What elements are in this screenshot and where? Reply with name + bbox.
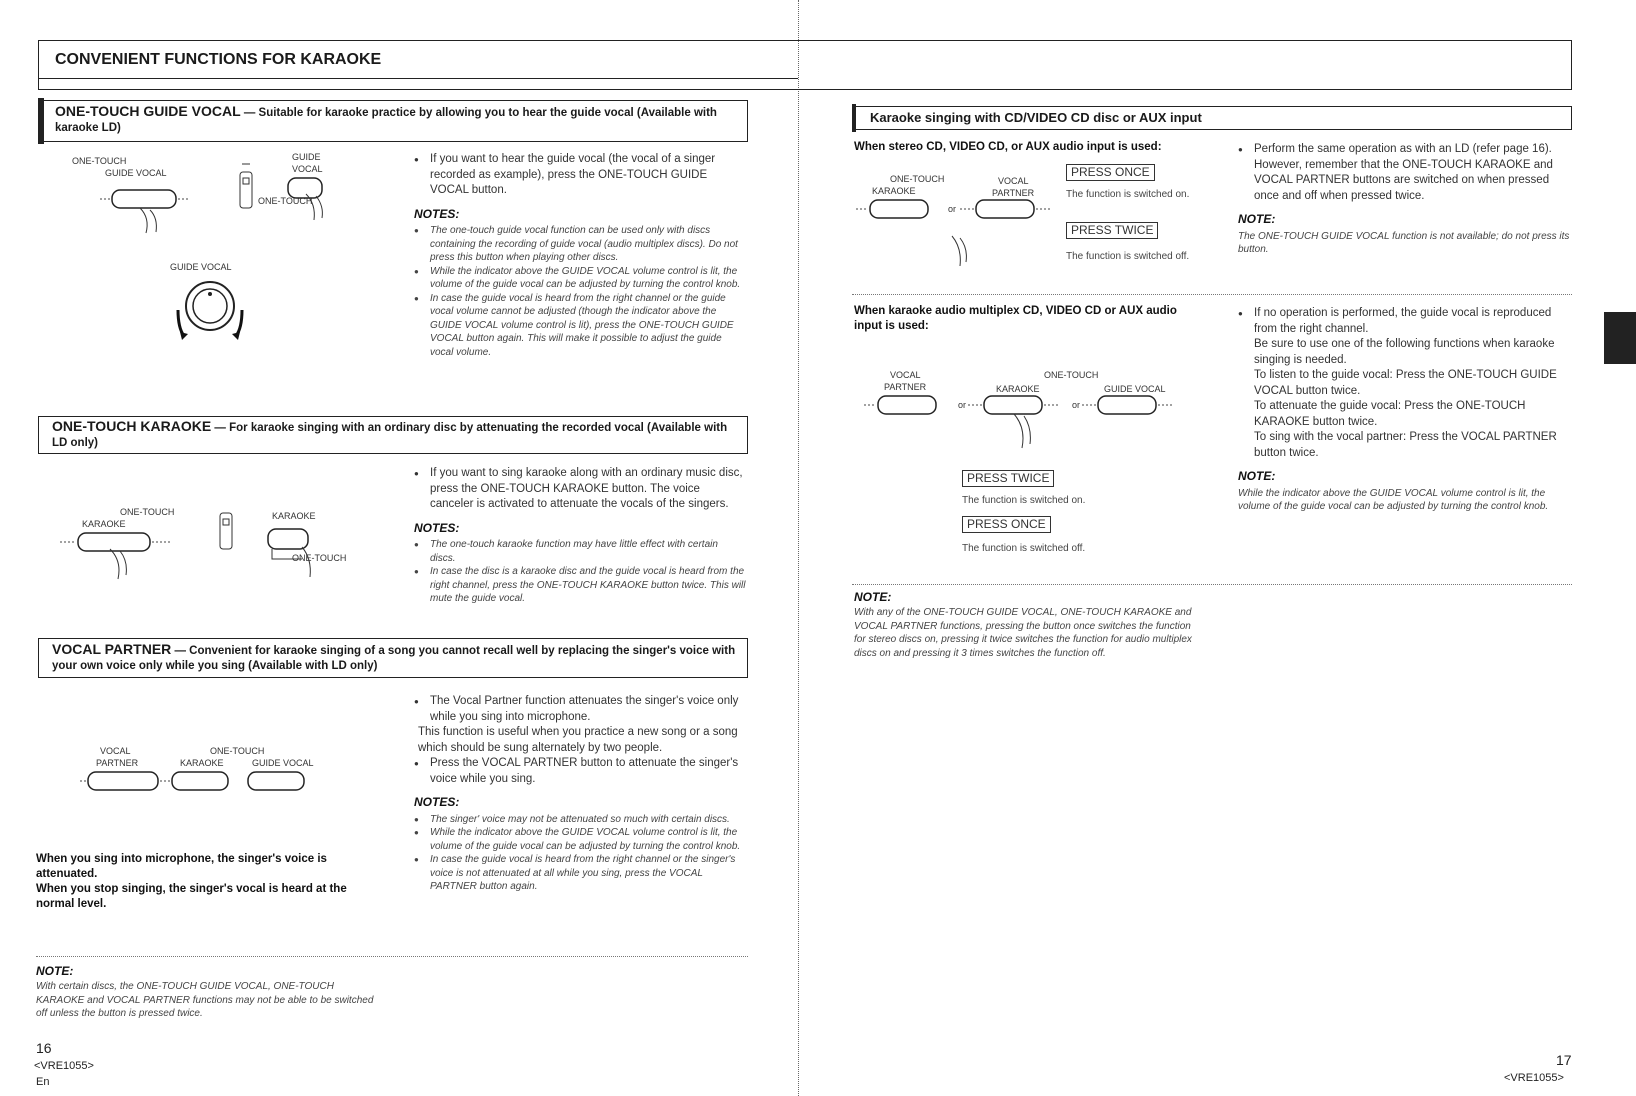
remote-icon — [238, 162, 254, 210]
multiplex-press-once: PRESS ONCE — [962, 516, 1051, 533]
left-bottom-divider — [36, 956, 748, 957]
sec2-remote-icon — [218, 503, 234, 551]
stereo-heading: When stereo CD, VIDEO CD, or AUX audio input is used: — [854, 141, 1162, 153]
left-bottom-note — [36, 964, 376, 1021]
left-page-code: <VRE1055> — [34, 1060, 94, 1072]
right-sec-title-bar — [852, 104, 856, 132]
sec2-bullet: ● If you want to sing karaoke along with an ordinary music disc, press the ONE-TOUCH KARAOKE button. The voice canceler is activated to attenuate the vocals of the singers. — [414, 466, 746, 513]
sec1-text-column — [414, 152, 746, 359]
multiplex-lbl-or-2: or — [1072, 400, 1081, 410]
sec2-diagram — [60, 495, 390, 585]
sec3-title — [52, 642, 742, 674]
sec1-note-1: ● The one-touch guide vocal function can be used only with discs containing the recording of guide vocal (audio multiplex discs). Do not press this button when playing other discs. — [414, 224, 746, 265]
sec3-statement-1: When you sing into microphone, the singer's voice is attenuated. — [36, 853, 327, 880]
stereo-lbl-vocal: VOCAL — [998, 176, 1029, 186]
sec2-text-column — [414, 466, 746, 606]
sec1-lbl-indicator: GUIDE VOCAL — [170, 262, 232, 272]
right-divider-2 — [852, 584, 1572, 585]
stereo-text-column — [1238, 142, 1572, 257]
sec3-lbl-guide-vocal: GUIDE VOCAL — [252, 758, 314, 768]
stereo-off-text: The function is switched off. — [1066, 251, 1190, 262]
sec3-diagram — [80, 740, 380, 810]
sec3-title-main: VOCAL PARTNER — [52, 641, 172, 657]
sec3-lbl-karaoke: KARAOKE — [180, 758, 224, 768]
stereo-buttons-icon — [856, 196, 1066, 276]
left-bottom-note-title: NOTE: — [36, 964, 74, 978]
stereo-lbl-partner: PARTNER — [992, 188, 1035, 198]
sec2-lbl-one-touch-remote: ONE-TOUCH — [292, 553, 347, 563]
stereo-lbl-one-touch: ONE-TOUCH — [890, 174, 945, 184]
multiplex-line-3: To attenuate the guide vocal: Press the ONE-TOUCH KARAOKE button twice. — [1254, 400, 1526, 428]
sec1-title-main: ONE-TOUCH GUIDE VOCAL — [55, 103, 241, 119]
sec1-subtitle: — Suitable for karaoke practice by allowing you to hear the guide vocal (Available with karaoke LD) — [55, 107, 717, 134]
multiplex-lbl-vocal: VOCAL — [890, 370, 921, 380]
stereo-press-once: PRESS ONCE — [1066, 164, 1155, 181]
multiplex-note: While the indicator above the GUIDE VOCAL volume control is lit, the volume of the guide vocal can be adjusted by turning the control knob. — [1238, 487, 1549, 512]
multiplex-bullet: ● If no operation is performed, the guide vocal is reproduced from the right channel. — [1238, 306, 1572, 337]
sec2-note-1: ● The one-touch karaoke function may have little effect with certain discs. — [414, 538, 746, 565]
right-page-number: 17 — [1556, 1052, 1572, 1068]
sec1-note-2: ● While the indicator above the GUIDE VOCAL volume control is lit, the volume of the guide vocal can be adjusted by turning the control knob. — [414, 265, 746, 292]
multiplex-line-2: To listen to the guide vocal: Press the ONE-TOUCH GUIDE VOCAL button twice. — [1254, 369, 1557, 397]
multiplex-lbl-or-1: or — [958, 400, 967, 410]
sec3-bullet-1: ● The Vocal Partner function attenuates the singer's voice only while you sing into microphone. — [414, 694, 746, 725]
sec1-lbl-one-touch-remote: ONE-TOUCH — [258, 196, 313, 206]
right-bottom-note-text: With any of the ONE-TOUCH GUIDE VOCAL, ONE-TOUCH KARAOKE and VOCAL PARTNER functions, pressing the button once switches the function for stereo discs on, pressing it twice switches the function for audio multiplex discs on and pressing it 3 times switches the function off. — [854, 607, 1192, 659]
sec2-lbl-one-touch: ONE-TOUCH — [120, 507, 175, 517]
multiplex-line-4: To sing with the vocal partner: Press the VOCAL PARTNER button twice. — [1254, 431, 1557, 459]
sec2-title-main: ONE-TOUCH KARAOKE — [52, 418, 212, 434]
multiplex-diagram — [872, 370, 1192, 460]
right-bottom-note — [854, 590, 1194, 660]
stereo-press-twice: PRESS TWICE — [1066, 222, 1158, 239]
sec1-lbl-guide: GUIDE — [292, 152, 321, 162]
multiplex-note-title: NOTE: — [1238, 469, 1276, 483]
stereo-on-text: The function is switched on. — [1066, 189, 1190, 200]
sec1-lbl-guide-vocal: GUIDE VOCAL — [105, 168, 167, 178]
sec1-bullet: ● If you want to hear the guide vocal (the vocal of a singer recorded as example), press the ONE-TOUCH GUIDE VOCAL button. — [414, 152, 746, 199]
right-divider-1 — [852, 294, 1572, 295]
stereo-diagram — [866, 168, 1066, 278]
multiplex-lbl-guide-vocal: GUIDE VOCAL — [1104, 384, 1166, 394]
stereo-note: The ONE-TOUCH GUIDE VOCAL function is not available; do not press its button. — [1238, 230, 1570, 255]
stereo-lbl-or: or — [948, 204, 957, 214]
stereo-lbl-karaoke: KARAOKE — [872, 186, 916, 196]
sec3-text-column — [414, 694, 746, 894]
sec3-bullet-3: ● Press the VOCAL PARTNER button to attenuate the singer's voice while you sing. — [414, 756, 746, 787]
left-page-number: 16 — [36, 1040, 52, 1056]
right-bottom-note-title: NOTE: — [854, 590, 892, 604]
sec1-title-bar — [38, 98, 44, 144]
sec1-note-3: ● In case the guide vocal is heard from the right channel or the guide vocal volume cannot be adjusted (though the indicator above the GUIDE VOCAL volume control is lit), press the ONE-TOUCH GUIDE VOCAL button again. This will make it possible to adjust the guide vocal volume. — [414, 292, 746, 360]
sec3-statement-2: When you stop singing, the singer's vocal is heard at the normal level. — [36, 883, 347, 910]
stereo-note-title: NOTE: — [1238, 212, 1276, 226]
sec2-note-2: ● In case the disc is a karaoke disc and the guide vocal is heard from the right channel, press the ONE-TOUCH KARAOKE button twice. This will mute the guide vocal. — [414, 565, 746, 606]
multiplex-lbl-karaoke: KARAOKE — [996, 384, 1040, 394]
sec1-lbl-one-touch: ONE-TOUCH — [72, 156, 127, 166]
sec3-lbl-vocal: VOCAL — [100, 746, 131, 756]
left-page-lang: En — [36, 1076, 50, 1088]
sec3-statements — [36, 852, 366, 912]
sec2-lbl-karaoke-remote: KARAOKE — [272, 511, 316, 521]
page-title: CONVENIENT FUNCTIONS FOR KARAOKE — [55, 51, 382, 68]
sec1-diagram — [60, 150, 400, 390]
sec3-lbl-partner: PARTNER — [96, 758, 139, 768]
multiplex-press-twice: PRESS TWICE — [962, 470, 1054, 487]
sec2-notes-title: NOTES: — [414, 520, 460, 535]
sec1-title — [55, 104, 735, 136]
header-inner-line — [38, 78, 798, 79]
multiplex-heading: When karaoke audio multiplex CD, VIDEO CD or AUX audio input is used: — [854, 305, 1177, 332]
right-sec-title: Karaoke singing with CD/VIDEO CD disc or AUX input — [870, 110, 1202, 125]
multiplex-lbl-one-touch: ONE-TOUCH — [1044, 370, 1099, 380]
stereo-bullet: ● Perform the same operation as with an LD (refer page 16). However, remember that the ONE-TOUCH KARAOKE and VOCAL PARTNER buttons are switched on when pressed once and off when pressed twice. — [1238, 142, 1572, 204]
multiplex-lbl-partner: PARTNER — [884, 382, 927, 392]
left-bottom-note-text: With certain discs, the ONE-TOUCH GUIDE VOCAL, ONE-TOUCH KARAOKE and VOCAL PARTNER functions may not be able to be switched off unless the button is pressed twice. — [36, 981, 374, 1019]
multiplex-text-column — [1238, 306, 1572, 514]
sec1-notes-title: NOTES: — [414, 206, 460, 221]
multiplex-buttons-icon — [864, 392, 1194, 472]
sec2-title — [52, 419, 732, 451]
sec2-button-icon — [60, 527, 200, 587]
multiplex-line-1: Be sure to use one of the following functions when karaoke singing is needed. — [1254, 338, 1555, 366]
page-divider — [798, 0, 799, 1096]
sec3-line-2: This function is useful when you practice a new song or a song which should be sung alternately by two people. — [418, 726, 738, 754]
right-page-code: <VRE1055> — [1504, 1072, 1564, 1084]
sec3-note-3: ● In case the guide vocal is heard from the right channel or the singer's voice is not attenuated at all while you sing, press the VOCAL PARTNER button again. — [414, 853, 746, 894]
sec3-notes-title: NOTES: — [414, 795, 460, 809]
edge-tab — [1604, 312, 1636, 364]
sec2-lbl-karaoke: KARAOKE — [82, 519, 126, 529]
multiplex-off-text: The function is switched off. — [962, 543, 1086, 554]
volume-knob-icon — [160, 270, 260, 342]
sec3-buttons-icon — [80, 768, 340, 808]
sec1-lbl-vocal: VOCAL — [292, 164, 323, 174]
remote-button-icon — [282, 176, 342, 226]
sec3-note-1: ● The singer' voice may not be attenuated so much with certain discs. — [414, 813, 746, 827]
sec3-note-2: ● While the indicator above the GUIDE VOCAL volume control is lit, the volume of the guide vocal can be adjusted by turning the control knob. — [414, 826, 746, 853]
multiplex-on-text: The function is switched on. — [962, 495, 1086, 506]
sec3-lbl-one-touch: ONE-TOUCH — [210, 746, 265, 756]
sec2-subtitle: — For karaoke singing with an ordinary disc by attenuating the recorded vocal (Available with LD only) — [52, 422, 728, 449]
sec1-button-icon — [100, 178, 190, 238]
sec3-subtitle: — Convenient for karaoke singing of a song you cannot recall well by replacing the singer's voice with your own voice only while you sing (Available with LD only) — [52, 645, 736, 672]
